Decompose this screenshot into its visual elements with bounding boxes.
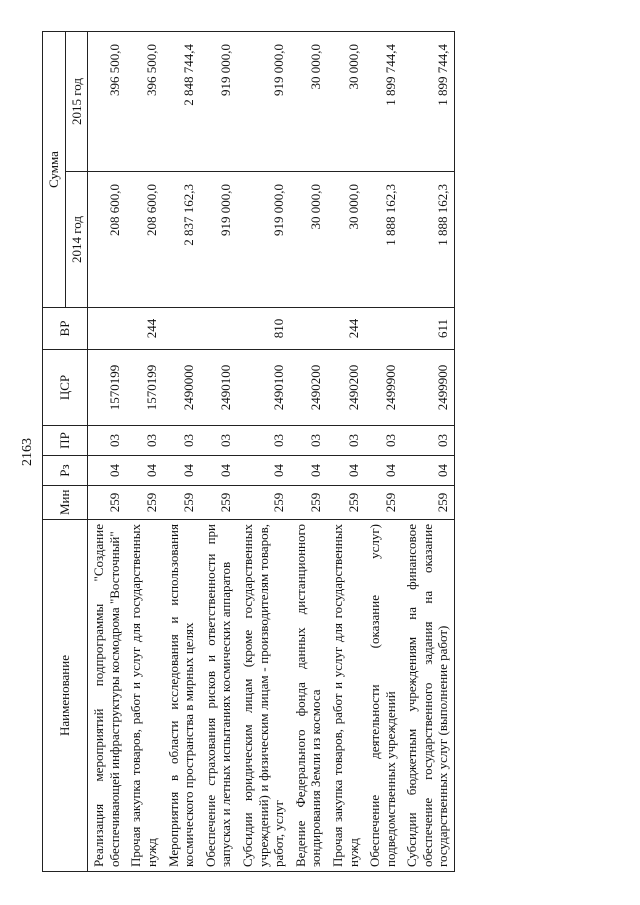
cell-csr: 2490100 (200, 350, 237, 426)
cell-name: Обеспечение страхования рисков и ответственности при запусках и летных испытаниях космических аппаратов (200, 520, 237, 872)
cell-pr: 03 (364, 426, 401, 456)
cell-pr: 03 (200, 426, 237, 456)
cell-rz: 04 (125, 456, 162, 486)
cell-vr: 810 (237, 308, 290, 350)
cell-pr: 03 (290, 426, 327, 456)
cell-rz: 04 (327, 456, 364, 486)
cell-min: 259 (125, 486, 162, 520)
cell-2014: 30 000,0 (327, 172, 364, 308)
cell-csr: 2490200 (290, 350, 327, 426)
cell-vr (163, 308, 200, 350)
table-row (163, 32, 200, 872)
cell-csr: 2499900 (364, 350, 401, 426)
cell-rz: 04 (237, 456, 290, 486)
cell-2014: 919 000,0 (237, 172, 290, 308)
cell-vr (200, 308, 237, 350)
cell-rz: 04 (163, 456, 200, 486)
cell-min: 259 (327, 486, 364, 520)
cell-min: 259 (163, 486, 200, 520)
cell-rz: 04 (364, 456, 401, 486)
header-min: Мин (43, 486, 88, 520)
cell-rz: 04 (200, 456, 237, 486)
cell-vr: 244 (327, 308, 364, 350)
cell-2014: 1 888 162,3 (364, 172, 401, 308)
cell-pr: 03 (237, 426, 290, 456)
cell-2014: 30 000,0 (290, 172, 327, 308)
cell-name: Обеспечение деятельности (оказание услуг) подведомственных учреждений (364, 520, 401, 872)
cell-min: 259 (200, 486, 237, 520)
cell-vr (88, 308, 126, 350)
table-row (364, 32, 401, 872)
header-pr: ПР (43, 426, 88, 456)
table-row (125, 32, 162, 872)
cell-vr: 244 (125, 308, 162, 350)
cell-2015: 396 500,0 (125, 32, 162, 172)
table-row (237, 32, 290, 872)
header-vr: ВР (43, 308, 88, 350)
cell-2015: 1 899 744,4 (364, 32, 401, 172)
cell-pr: 03 (163, 426, 200, 456)
cell-name: Прочая закупка товаров, работ и услуг для государственных нужд (327, 520, 364, 872)
cell-pr: 03 (401, 426, 454, 456)
cell-rz: 04 (88, 456, 126, 486)
cell-2015: 919 000,0 (200, 32, 237, 172)
table-row (327, 32, 364, 872)
cell-pr: 03 (88, 426, 126, 456)
cell-vr (290, 308, 327, 350)
cell-csr: 1570199 (88, 350, 126, 426)
cell-rz: 04 (290, 456, 327, 486)
cell-2014: 208 600,0 (125, 172, 162, 308)
cell-min: 259 (237, 486, 290, 520)
cell-2014: 919 000,0 (200, 172, 237, 308)
cell-2015: 919 000,0 (237, 32, 290, 172)
cell-vr: 611 (401, 308, 454, 350)
page-number: 2163 (20, 438, 35, 466)
document-page (12, 32, 612, 872)
cell-rz: 04 (401, 456, 454, 486)
cell-2015: 1 899 744,4 (401, 32, 454, 172)
cell-name: Субсидии юридическим лицам (кроме государственных учреждений) и физическим лицам - производителям товаров, работ, услуг (237, 520, 290, 872)
cell-2015: 2 848 744,4 (163, 32, 200, 172)
cell-csr: 1570199 (125, 350, 162, 426)
table-body (88, 32, 455, 872)
cell-csr: 2490100 (237, 350, 290, 426)
cell-name: Субсидии бюджетным учреждениям на финансовое обеспечение государственного задания на оказание государственных услуг (выполнение работ) (401, 520, 454, 872)
cell-min: 259 (88, 486, 126, 520)
cell-pr: 03 (327, 426, 364, 456)
cell-name: Реализация мероприятий подпрограммы "Создание обеспечивающей инфраструктуры космодрома "Восточный" (88, 520, 126, 872)
cell-2015: 396 500,0 (88, 32, 126, 172)
cell-csr: 2490000 (163, 350, 200, 426)
cell-name: Мероприятия в области исследования и использования космического пространства в мирных целях (163, 520, 200, 872)
cell-2015: 30 000,0 (290, 32, 327, 172)
cell-min: 259 (401, 486, 454, 520)
cell-min: 259 (364, 486, 401, 520)
cell-2014: 1 888 162,3 (401, 172, 454, 308)
cell-csr: 2490200 (327, 350, 364, 426)
table-row (88, 32, 126, 872)
table-row (200, 32, 237, 872)
cell-pr: 03 (125, 426, 162, 456)
cell-2014: 2 837 162,3 (163, 172, 200, 308)
cell-csr: 2499900 (401, 350, 454, 426)
cell-vr (364, 308, 401, 350)
header-rz: Рз (43, 456, 88, 486)
table-row (401, 32, 454, 872)
header-sum: Сумма (43, 32, 66, 308)
budget-table (42, 31, 455, 872)
cell-min: 259 (290, 486, 327, 520)
header-2015: 2015 год (65, 32, 88, 172)
header-name: Наименование (43, 520, 88, 872)
header-csr: ЦСР (43, 350, 88, 426)
cell-name: Ведение Федерального фонда данных дистанционного зондирования Земли из космоса (290, 520, 327, 872)
header-2014: 2014 год (65, 172, 88, 308)
table-row (290, 32, 327, 872)
cell-2014: 208 600,0 (88, 172, 126, 308)
cell-2015: 30 000,0 (327, 32, 364, 172)
cell-name: Прочая закупка товаров, работ и услуг для государственных нужд (125, 520, 162, 872)
